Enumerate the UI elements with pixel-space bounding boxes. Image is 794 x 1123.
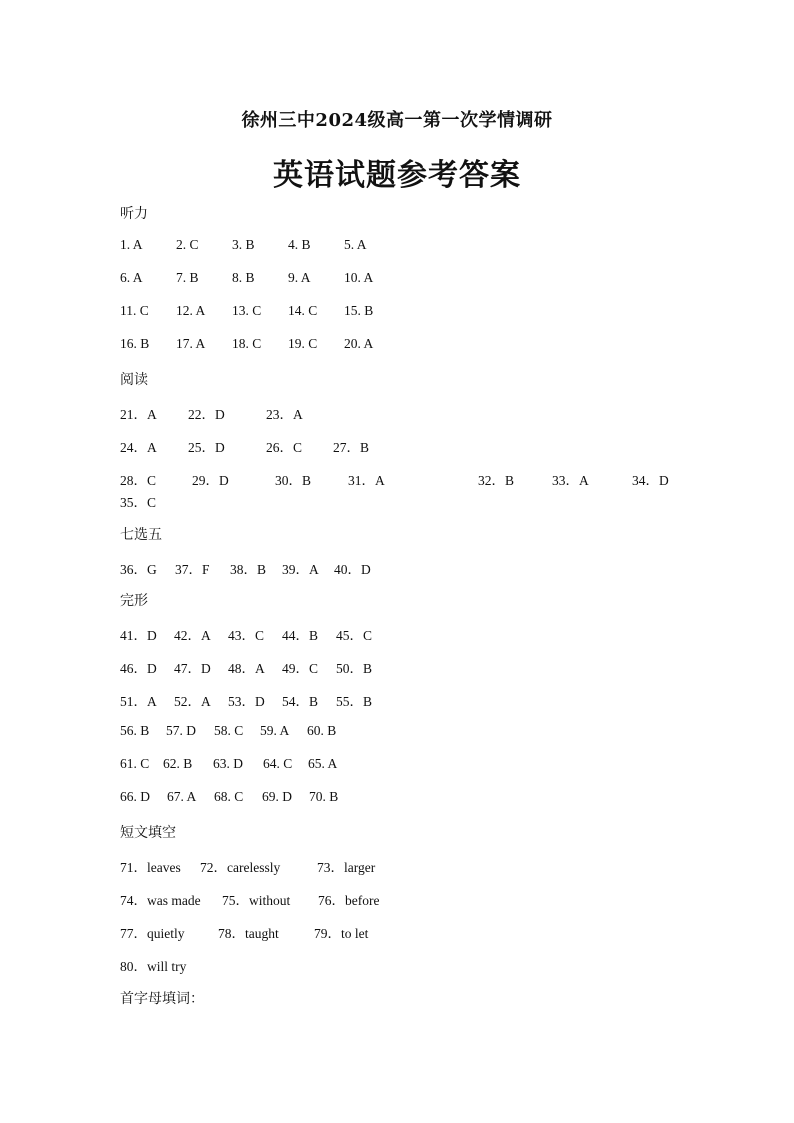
answer-item: 59. A — [260, 723, 290, 738]
answer-item: 65. A — [308, 756, 338, 771]
answer-item: 69. D — [262, 789, 292, 804]
answer-item: 56. B — [120, 723, 150, 738]
answer-item: 35．C — [120, 495, 157, 510]
answer-item: 28．C — [120, 473, 157, 488]
answer-item: 15. B — [344, 303, 374, 318]
answer-item: 5. A — [344, 237, 367, 252]
answer-item: 1. A — [120, 237, 143, 252]
answer-item: 55．B — [336, 694, 373, 709]
answer-item: 25．D — [188, 440, 225, 455]
answer-item: 52．A — [174, 694, 211, 709]
answer-item: 44．B — [282, 628, 319, 643]
answer-item: 16. B — [120, 336, 150, 351]
answer-item: 64. C — [263, 756, 293, 771]
answer-item: 70. B — [309, 789, 339, 804]
section-cloze: 完形 — [120, 593, 148, 609]
answer-item: 75．without — [222, 893, 291, 908]
answer-item: 45．C — [336, 628, 373, 643]
answer-item: 31．A — [348, 473, 385, 488]
answer-item: 24．A — [120, 440, 157, 455]
answer-item: 60. B — [307, 723, 337, 738]
answer-item: 76．before — [318, 893, 380, 908]
answer-item: 67. A — [167, 789, 197, 804]
answer-item: 12. A — [176, 303, 206, 318]
answer-item: 53．D — [228, 694, 265, 709]
answer-item: 74．was made — [120, 893, 201, 908]
answer-item: 39．A — [282, 562, 319, 577]
answer-item: 6. A — [120, 270, 143, 285]
answer-item: 18. C — [232, 336, 262, 351]
answer-item: 57. D — [166, 723, 196, 738]
answer-item: 72．carelessly — [200, 860, 281, 875]
answer-item: 62. B — [163, 756, 193, 771]
answer-item: 30．B — [275, 473, 312, 488]
section-initial-letter: 首字母填词： — [120, 991, 204, 1007]
answer-item: 54．B — [282, 694, 319, 709]
answer-item: 71．leaves — [120, 860, 181, 875]
answer-item: 11. C — [120, 303, 149, 318]
answer-item: 48．A — [228, 661, 265, 676]
section-seven-choose-five: 七选五 — [120, 527, 162, 543]
answer-item: 46．D — [120, 661, 157, 676]
answer-item: 22．D — [188, 407, 225, 422]
answer-item: 36．G — [120, 562, 157, 577]
answer-item: 17. A — [176, 336, 206, 351]
answer-item: 13. C — [232, 303, 262, 318]
answer-item: 80．will try — [120, 959, 187, 974]
answer-item: 47．D — [174, 661, 211, 676]
answer-item: 20. A — [344, 336, 374, 351]
answer-item: 68. C — [214, 789, 244, 804]
answer-item: 3. B — [232, 237, 255, 252]
exam-subtitle: 徐州三中2024级高一第一次学情调研 — [241, 110, 553, 131]
answer-item: 4. B — [288, 237, 311, 252]
answer-item: 42．A — [174, 628, 211, 643]
answer-item: 26．C — [266, 440, 303, 455]
answer-item: 50．B — [336, 661, 373, 676]
answer-item: 19. C — [288, 336, 318, 351]
section-listening: 听力 — [120, 206, 148, 222]
answer-item: 9. A — [288, 270, 311, 285]
answer-item: 51．A — [120, 694, 157, 709]
answer-item: 79．to let — [314, 926, 369, 941]
answer-item: 43．C — [228, 628, 265, 643]
page-title: 英语试题参考答案 — [273, 158, 521, 193]
answer-item: 32．B — [478, 473, 515, 488]
answer-item: 41．D — [120, 628, 157, 643]
answer-item: 8. B — [232, 270, 255, 285]
answer-item: 33．A — [552, 473, 589, 488]
answer-item: 7. B — [176, 270, 199, 285]
answer-item: 49．C — [282, 661, 319, 676]
answer-item: 66. D — [120, 789, 150, 804]
answer-item: 38．B — [230, 562, 267, 577]
answer-item: 63. D — [213, 756, 243, 771]
answer-item: 73．larger — [317, 860, 376, 875]
answer-item: 2. C — [176, 237, 199, 252]
answer-item: 23．A — [266, 407, 303, 422]
section-gap-fill: 短文填空 — [120, 825, 176, 841]
answer-item: 58. C — [214, 723, 244, 738]
answer-item: 61. C — [120, 756, 150, 771]
answer-item: 29．D — [192, 473, 229, 488]
answer-item: 78．taught — [218, 926, 279, 941]
answer-item: 40．D — [334, 562, 371, 577]
answer-item: 14. C — [288, 303, 318, 318]
answer-item: 77．quietly — [120, 926, 185, 941]
answer-item: 27．B — [333, 440, 370, 455]
answer-item: 10. A — [344, 270, 374, 285]
section-reading: 阅读 — [120, 372, 148, 388]
answer-item: 21．A — [120, 407, 157, 422]
answer-item: 34．D — [632, 473, 669, 488]
answer-item: 37．F — [175, 562, 210, 577]
